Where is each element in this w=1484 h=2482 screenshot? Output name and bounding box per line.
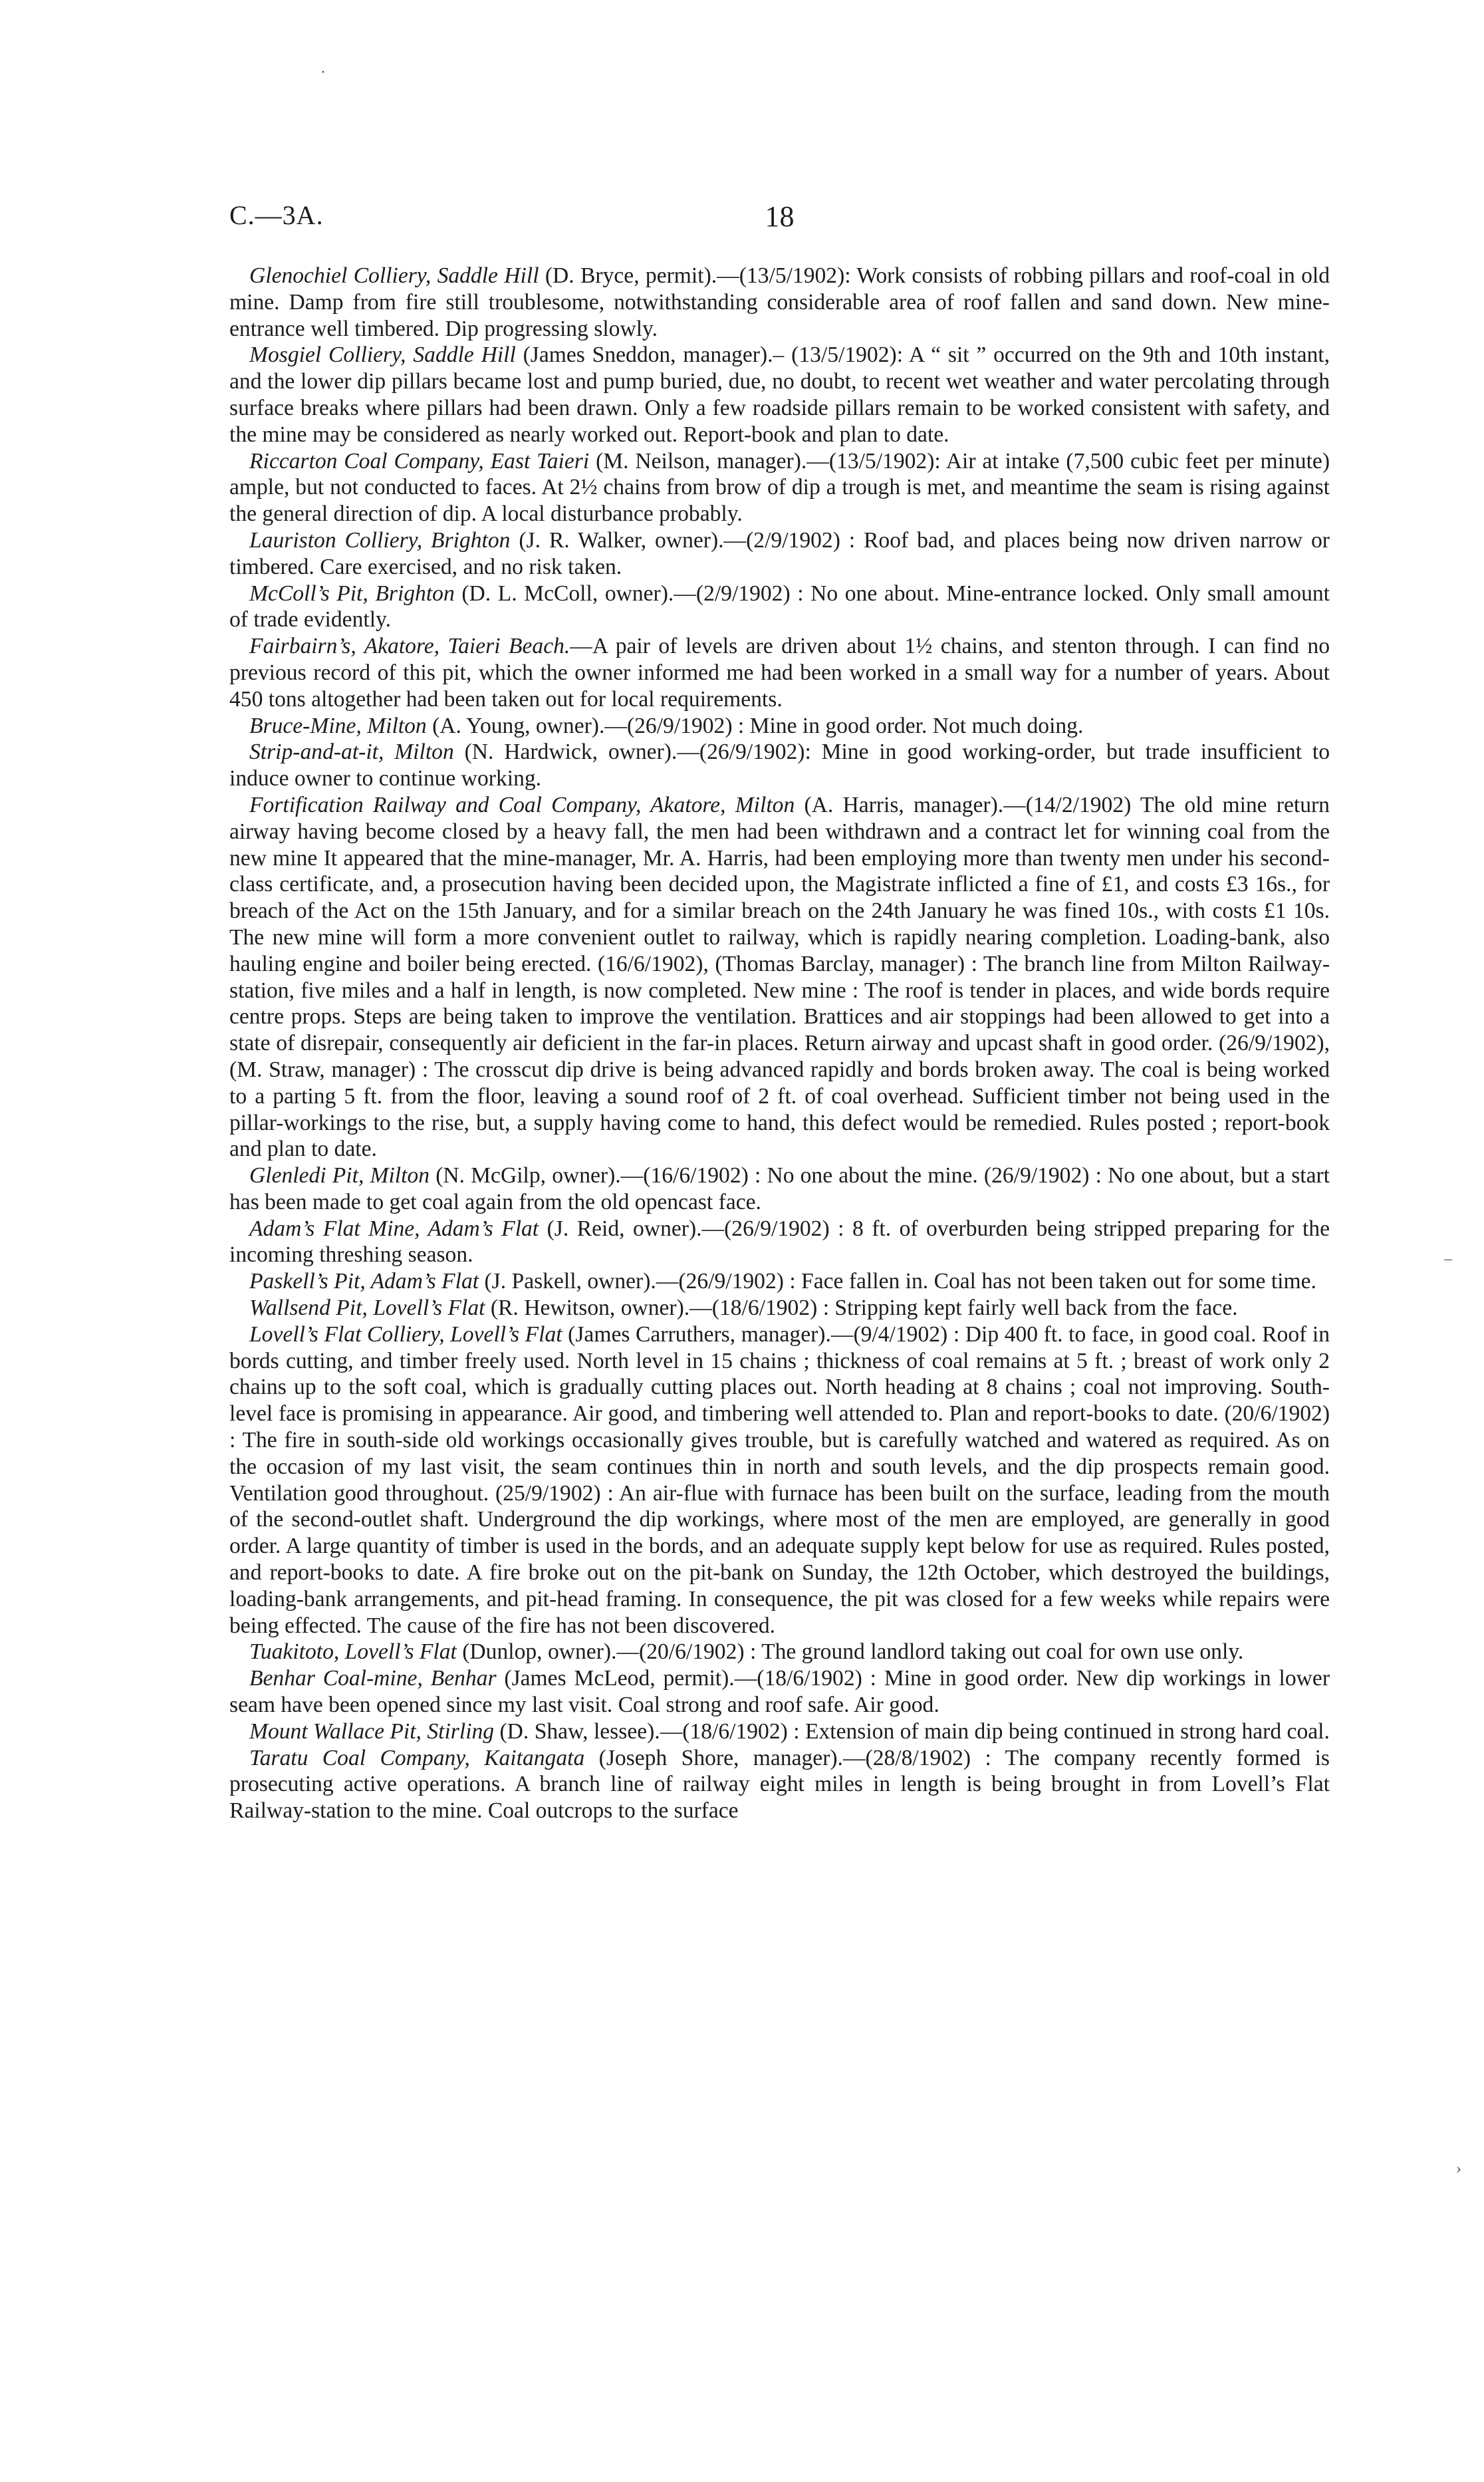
mine-report: (A. Harris, manager).—(14/2/1902) The old mine return airway having become closed by a heavy fall, the men had been withdrawn and a contract let for winning coal from the new mine It appeared that the mine-manager, Mr. A. Harris, had been employing more than twenty men under his second-class certificate, and, a prosecution having been decided upon, the Magistrate inflicted a fine of £1, and costs £3 16s., for breach of the Act on the 15th January, and for a similar breach on the 24th January he was fined 10s., with costs £1 10s. The new mine will form a more convenient outlet to railway, which is rapidly nearing completion. Loading-bank, also hauling engine and boiler being erected. (16/6/1902), (Thomas Barclay, manager) : The branch line from Milton Railway-station, five miles and a half in length, is now completed. New mine : The roof is tender in places, and wide bords require centre props. Steps are being taken to improve the ventilation. Brattices and air stoppings had been allowed to get into a state of disrepair, consequently air deficient in the far-in places. Return airway and upcast shaft in good order. (26/9/1902), (M. Straw, manager) : The crosscut dip drive is being advanced rapidly and bords broken away. The coal is being worked to a parting 5 ft. from the floor, leaving a sound roof of 2 ft. of coal overhead. Sufficient timber not being used in the pillar-workings to the rise, but, a supply having come to hand, this defect would be remedied. Rules posted ; report-book and plan to date. (229, 792, 1330, 1162)
mine-entry (229, 1321, 1330, 1639)
mine-report: (M. Neilson, manager).—(13/5/1902): Air at intake (7,500 cubic feet per minute) ample, but not conducted to faces. At 2½ chains from brow of dip a trough is met, and meantime the seam is rising against the general direction of dip. A local disturbance probably. (229, 448, 1330, 527)
mine-entry (229, 1639, 1330, 1665)
mine-name: Bruce-Mine, Milton (249, 713, 427, 738)
mine-entry (229, 527, 1330, 581)
mine-report: (James Carruthers, manager).—(9/4/1902) : Dip 400 ft. to face, in good coal. Roof in bords cutting, and timber freely used. North level in 15 chains ; thickness of coal remains at 5 ft. ; breast of work only 2 chains up to the soft coal, which is gradually cutting places out. North heading at 8 chains ; coal not improving. South-level face is promising in appearance. Air good, and timbering well attended to. Plan and report-books to date. (20/6/1902) : The fire in south-side old workings occasionally gives trouble, but is carefully watched and watered as required. As on the occasion of my last visit, the seam continues thin in north and south levels, and the dip prospects remain good. Ventilation good throughout. (25/9/1902) : An air-flue with furnace has been built on the surface, leading from the mouth of the second-outlet shaft. Underground the dip workings, where most of the men are employed, are generally in good order. A large quantity of timber is used in the bords, and an adequate supply kept below for use as required. Rules posted, and report-books to date. A fire broke out on the pit-bank on Sunday, the 12th October, which destroyed the buildings, loading-bank arrangements, and pit-head framing. In consequence, the pit was closed for a few weeks while repairs were being effected. The cause of the fire has not been discovered. (229, 1321, 1330, 1638)
mine-entry (229, 581, 1330, 634)
mine-report: (Dunlop, owner).—(20/6/1902) : The ground landlord taking out coal for own use only. (456, 1639, 1244, 1665)
mine-entry (229, 1268, 1330, 1295)
mine-name: Fairbairn’s, Akatore, Taieri Beach. (249, 634, 570, 659)
mine-report: (D. Bryce, permit).—(13/5/1902): Work consists of robbing pillars and roof-coal in old mine. Damp from fire still troublesome, notwithstanding considerable area of roof fallen and sand down. New mine-entrance well timbered. Dip progressing slowly. (229, 263, 1330, 341)
page-number: 18 (765, 200, 795, 233)
mine-name: Benhar Coal-mine, Benhar (249, 1666, 497, 1691)
mine-report: (R. Hewitson, owner).—(18/6/1902) : Stripping kept fairly well back from the face. (485, 1296, 1238, 1321)
mine-report: (J. Paskell, owner).—(26/9/1902) : Face fallen in. Coal has not been taken out for some time. (479, 1269, 1316, 1294)
mine-entry (229, 739, 1330, 792)
mine-name: Strip-and-at-it, Milton (249, 740, 454, 765)
mine-report: (J. R. Walker, owner).—(2/9/1902) : Roof bad, and places being now driven narrow or timbered. Care exercised, and no risk taken. (229, 527, 1330, 579)
mine-name: Mount Wallace Pit, Stirling (249, 1719, 495, 1744)
mine-entry (229, 448, 1330, 527)
mine-entry (229, 713, 1330, 740)
document-reference: C.—3A. (229, 200, 324, 230)
mine-report: (D. L. McColl, owner).—(2/9/1902) : No one about. Mine-entrance locked. Only small amount of trade evidently. (229, 581, 1330, 632)
mine-report: (N. McGilp, owner).—(16/6/1902) : No one about the mine. (26/9/1902) : No one about, but a start has been made to get coal again from the old opencast face. (229, 1163, 1330, 1214)
mine-report: (J. Reid, owner).—(26/9/1902) : 8 ft. of overburden being stripped preparing for the incoming threshing season. (229, 1216, 1330, 1268)
mine-report: (James McLeod, permit).—(18/6/1902) : Mine in good order. New dip workings in lower seam have been opened since my last visit. Coal strong and roof safe. Air good. (229, 1666, 1330, 1718)
scan-mark-right: – (1444, 1250, 1452, 1268)
scan-mark-right-lower: › (1456, 2160, 1461, 2177)
mine-entry (229, 1163, 1330, 1216)
mine-entry (229, 1719, 1330, 1745)
mine-name: Riccarton Coal Company, East Taieri (249, 448, 590, 474)
mine-name: Lauriston Colliery, Brighton (249, 527, 511, 553)
mine-report: (N. Hardwick, owner).—(26/9/1902): Mine in good working-order, but trade insufficient to induce owner to continue working. (229, 740, 1330, 791)
mine-name: Tuakitoto, Lovell’s Flat (249, 1639, 457, 1665)
report-body (229, 263, 1330, 1824)
mine-name: Paskell’s Pit, Adam’s Flat (249, 1269, 479, 1294)
mine-report: (A. Young, owner).—(26/9/1902) : Mine in good order. Not much doing. (426, 713, 1084, 738)
mine-report: (D. Shaw, lessee).—(18/6/1902) : Extension of main dip being continued in strong hard coal. (494, 1719, 1330, 1744)
mine-name: Wallsend Pit, Lovell’s Flat (249, 1296, 485, 1321)
mine-entry (229, 342, 1330, 448)
mine-entry (229, 792, 1330, 1163)
scan-mark-top: · (320, 64, 326, 81)
mine-entry (229, 1665, 1330, 1719)
mine-name: Mosgiel Colliery, Saddle Hill (249, 343, 516, 368)
mine-name: Lovell’s Flat Colliery, Lovell’s Flat (249, 1321, 562, 1347)
mine-report: —A pair of levels are driven about 1½ chains, and stenton through. I can find no previous record of this pit, which the owner informed me had been worked in a small way for a number of years. About 450 tons altogether had been taken out for local requirements. (229, 634, 1330, 712)
mine-name: Glenledi Pit, Milton (249, 1163, 430, 1188)
mine-name: Adam’s Flat Mine, Adam’s Flat (249, 1216, 539, 1241)
mine-name: Fortification Railway and Coal Company, Akatore, Milton (249, 792, 795, 817)
mine-name: Taratu Coal Company, Kaitangata (249, 1745, 585, 1770)
page-header (229, 200, 1330, 239)
mine-entry (229, 633, 1330, 712)
mine-entry (229, 263, 1330, 342)
mine-report: (Joseph Shore, manager).—(28/8/1902) : The company recently formed is prosecuting active operations. A branch line of railway eight miles in length is being brought in from Lovell’s Flat Railway-station to the mine. Coal outcrops to the surface (229, 1745, 1330, 1824)
mine-name: McColl’s Pit, Brighton (249, 581, 455, 606)
mine-name: Glenochiel Colliery, Saddle Hill (249, 263, 539, 288)
mine-report: (James Sneddon, manager).– (13/5/1902): A “ sit ” occurred on the 9th and 10th instant, and the lower dip pillars became lost and pump buried, due, no doubt, to recent wet weather and water percolating through surface breaks where pillars had been drawn. Only a few roadside pillars remain to be worked consistent with safety, and the mine may be considered as nearly worked out. Report-book and plan to date. (229, 343, 1330, 447)
mine-entry (229, 1216, 1330, 1269)
mine-entry (229, 1745, 1330, 1824)
mine-entry (229, 1295, 1330, 1321)
